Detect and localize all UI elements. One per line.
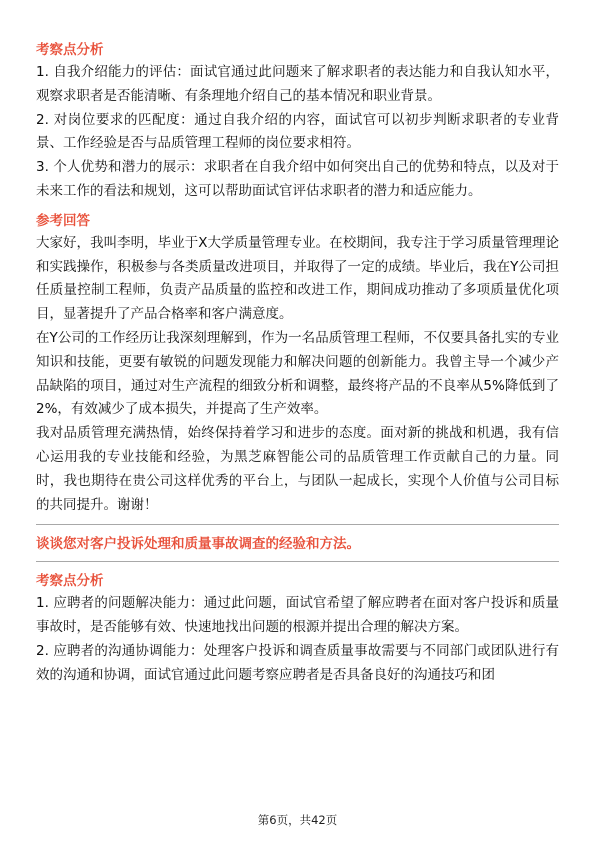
answer-paragraph: 大家好，我叫李明，毕业于X大学质量管理专业。在校期间，我专注于学习质量管理理论和实践操作，积极参与各类质量改进项目，并取得了一定的成绩。毕业后，我在Y公司担任质量控制工程师，负责产品质量的监控和改进工作，期间成功推动了多项质量优化项目，显著提升了产品合格率和客户满意度。 (36, 234, 559, 323)
analysis-heading: 考察点分析 (36, 42, 104, 58)
answer-paragraph: 我对品质管理充满热情，始终保持着学习和进步的态度。面对新的挑战和机遇，我有信心运用我的专业技能和经验，为黑芝麻智能公司的品质管理工作贡献自己的力量。同时，我也期待在贵公司这样优秀的平台上，与团队一起成长，实现个人价值与公司目标的共同提升。谢谢！ (36, 425, 559, 513)
section-divider (36, 524, 559, 525)
question-heading: 谈谈您对客户投诉处理和质量事故调查的经验和方法。 (36, 536, 360, 553)
analysis-point: 1. 应聘者的问题解决能力：通过此问题，面试官希望了解应聘者在面对客户投诉和质量事故时，是否能够有效、快速地找出问题的根源并提出合理的解决方案。 (36, 595, 559, 636)
question-divider (36, 561, 559, 562)
answer-paragraph: 在Y公司的工作经历让我深刻理解到，作为一名品质管理工程师，不仅要具备扎实的专业知识和技能，更要有敏锐的问题发现能力和解决问题的创新能力。我曾主导一个减少产品缺陷的项目，通过对生产流程的细致分析和调整，最终将产品的不良率从5%降低到了2%，有效减少了成本损失，并提高了生产效率。 (36, 329, 559, 418)
analysis-heading: 考察点分析 (36, 573, 104, 590)
answer-heading: 参考回答 (36, 212, 90, 229)
analysis-point: 2. 应聘者的沟通协调能力：处理客户投诉和调查质量事故需要与不同部门或团队进行有效的沟通和协调，面试官通过此问题考察应聘者是否具备良好的沟通技巧和团 (36, 642, 559, 683)
analysis-point: 2. 对岗位要求的匹配度：通过自我介绍的内容，面试官可以初步判断求职者的专业背景、工作经验是否与品质管理工程师的岗位要求相符。 (36, 111, 559, 152)
analysis-point: 1. 自我介绍能力的评估：面试官通过此问题来了解求职者的表达能力和自我认知水平，观察求职者是否能清晰、有条理地介绍自己的基本情况和职业背景。 (36, 64, 559, 104)
page-number: 第6页，共42页 (257, 813, 338, 827)
analysis-point: 3. 个人优势和潜力的展示：求职者在自我介绍中如何突出自己的优势和特点，以及对于未来工作的看法和规划，这可以帮助面试官评估求职者的潜力和适应能力。 (36, 159, 559, 199)
document-page (36, 36, 559, 688)
